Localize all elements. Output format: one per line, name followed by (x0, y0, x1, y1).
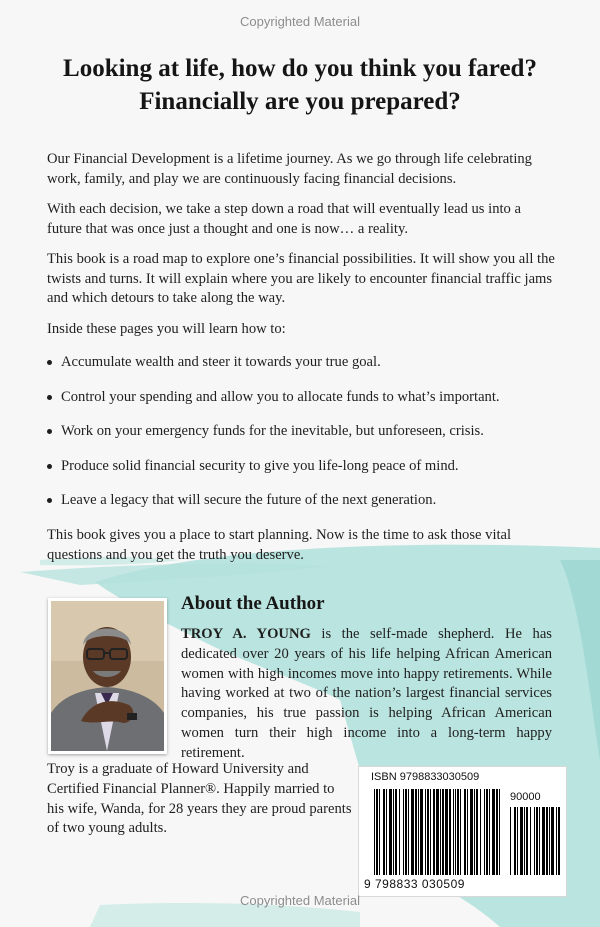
barcode-bar (484, 789, 485, 875)
barcode-bar (403, 789, 404, 875)
barcode-bar (530, 807, 531, 875)
barcode-bar (524, 807, 525, 875)
author-name: TROY A. YOUNG (181, 626, 311, 642)
barcode-box (358, 766, 567, 897)
list-item: Accumulate wealth and steer it towards your true goal. (47, 353, 567, 388)
barcode-bar (430, 789, 431, 875)
intro-paragraph-3: This book is a road map to explore one’s financial possibilities. It will show you all the twists and turns. It will explain where you are likely to encounter financial traffic jams and which detours to take along the way. (47, 251, 555, 306)
barcode-bar (492, 789, 495, 875)
intro-paragraph-1: Our Financial Development is a lifetime journey. As we go through life celebrating work, family, and play we are continuously facing financial decisions. (47, 151, 532, 187)
barcode-bar (399, 789, 400, 875)
barcode-bar (453, 789, 454, 875)
barcode-bar (425, 789, 426, 875)
closing-paragraph: This book gives you a place to start planning. Now is the time to ask those vital questions and you get the truth you deserve. (47, 527, 512, 563)
barcode-bar (383, 789, 385, 875)
learning-bullet-list (47, 353, 567, 526)
barcode-bar (457, 789, 459, 875)
barcode-bar (427, 789, 429, 875)
barcode-bar (549, 807, 550, 875)
headline-line-1: Looking at life, how do you think you fared? (63, 55, 537, 82)
barcode-bar (433, 789, 435, 875)
list-item: Produce solid financial security to give you life-long peace of mind. (47, 457, 567, 492)
barcode-bar (542, 807, 545, 875)
barcode-bar (517, 807, 518, 875)
barcode-bar (408, 789, 409, 875)
barcode-bar (418, 789, 419, 875)
barcode-bar (510, 807, 511, 875)
copyright-watermark-bottom: Copyrighted Material (240, 893, 360, 908)
barcode-bar (393, 789, 394, 875)
barcode-bar (467, 789, 468, 875)
barcode-bar (455, 789, 456, 875)
barcode-bar (558, 807, 560, 875)
intro-paragraph-2: With each decision, we take a step down a road that will eventually lead us into a future that was once just a thought and one is now… a reality. (47, 201, 521, 237)
bullet-icon (47, 360, 52, 365)
barcode-bar (474, 789, 475, 875)
barcode-bar (514, 807, 516, 875)
barcode-bar (489, 789, 490, 875)
about-author-heading: About the Author (181, 593, 325, 614)
price-code: 90000 (510, 791, 541, 803)
isbn-label: ISBN 9798833030509 (371, 771, 480, 783)
barcode-bar (395, 789, 397, 875)
barcode-bar (496, 789, 498, 875)
bullet-icon (47, 464, 52, 469)
barcode-bar (411, 789, 414, 875)
barcode-bar (405, 789, 407, 875)
bullet-icon (47, 395, 52, 400)
barcode-bar (526, 807, 528, 875)
copyright-watermark-top: Copyrighted Material (240, 14, 360, 29)
barcode-bar (486, 789, 488, 875)
barcode-bar (520, 807, 523, 875)
barcode-bar (556, 807, 557, 875)
headline (20, 52, 580, 118)
intro-paragraph-4: Inside these pages you will learn how to: (47, 321, 286, 337)
bullet-icon (47, 429, 52, 434)
barcode-bar (374, 789, 375, 875)
barcode-bar (536, 807, 538, 875)
barcode-bar (551, 807, 554, 875)
barcode-bar (389, 789, 392, 875)
barcode-bar (442, 789, 444, 875)
barcode-bar (440, 789, 441, 875)
barcode-bar (534, 807, 535, 875)
barcode-digits: 9 798833 030509 (364, 877, 465, 891)
barcode-bar (379, 789, 380, 875)
barcode-bar (415, 789, 417, 875)
barcode-bar (460, 789, 461, 875)
barcode-bar (420, 789, 423, 875)
barcode-bar (539, 807, 540, 875)
barcode-bar (480, 789, 481, 875)
barcode-bar (464, 789, 466, 875)
barcode-bar (445, 789, 448, 875)
barcode-bar (449, 789, 451, 875)
barcode-bar (386, 789, 387, 875)
author-bio (181, 625, 552, 764)
list-item: Leave a legacy that will secure the future of the next generation. (47, 491, 567, 526)
barcode-bar (476, 789, 478, 875)
barcode-bar (470, 789, 473, 875)
author-bio-extra: Troy is a graduate of Howard University and Certified Financial Planner®. Happily married to his wife, Wanda, for 28 years they are proud parents of two young adults. (47, 761, 352, 837)
author-photo (48, 598, 167, 754)
bullet-icon (47, 498, 52, 503)
list-item: Work on your emergency funds for the inevitable, but unforeseen, crisis. (47, 422, 567, 457)
barcode-bar (546, 807, 548, 875)
list-item: Control your spending and allow you to allocate funds to what’s important. (47, 388, 567, 423)
barcode-bar (499, 789, 500, 875)
author-bio-text: is the self-made shepherd. He has dedicated over 20 years of his life helping African American women with high incomes move into happy retirements. While having worked at two of the nation’s largest financial services companies, his true passion is helping African American women turn their high income into a long-term happy retirement. (181, 626, 552, 761)
barcode-bar (376, 789, 378, 875)
barcode-bar (436, 789, 439, 875)
headline-line-2: Financially are you prepared? (139, 88, 461, 115)
